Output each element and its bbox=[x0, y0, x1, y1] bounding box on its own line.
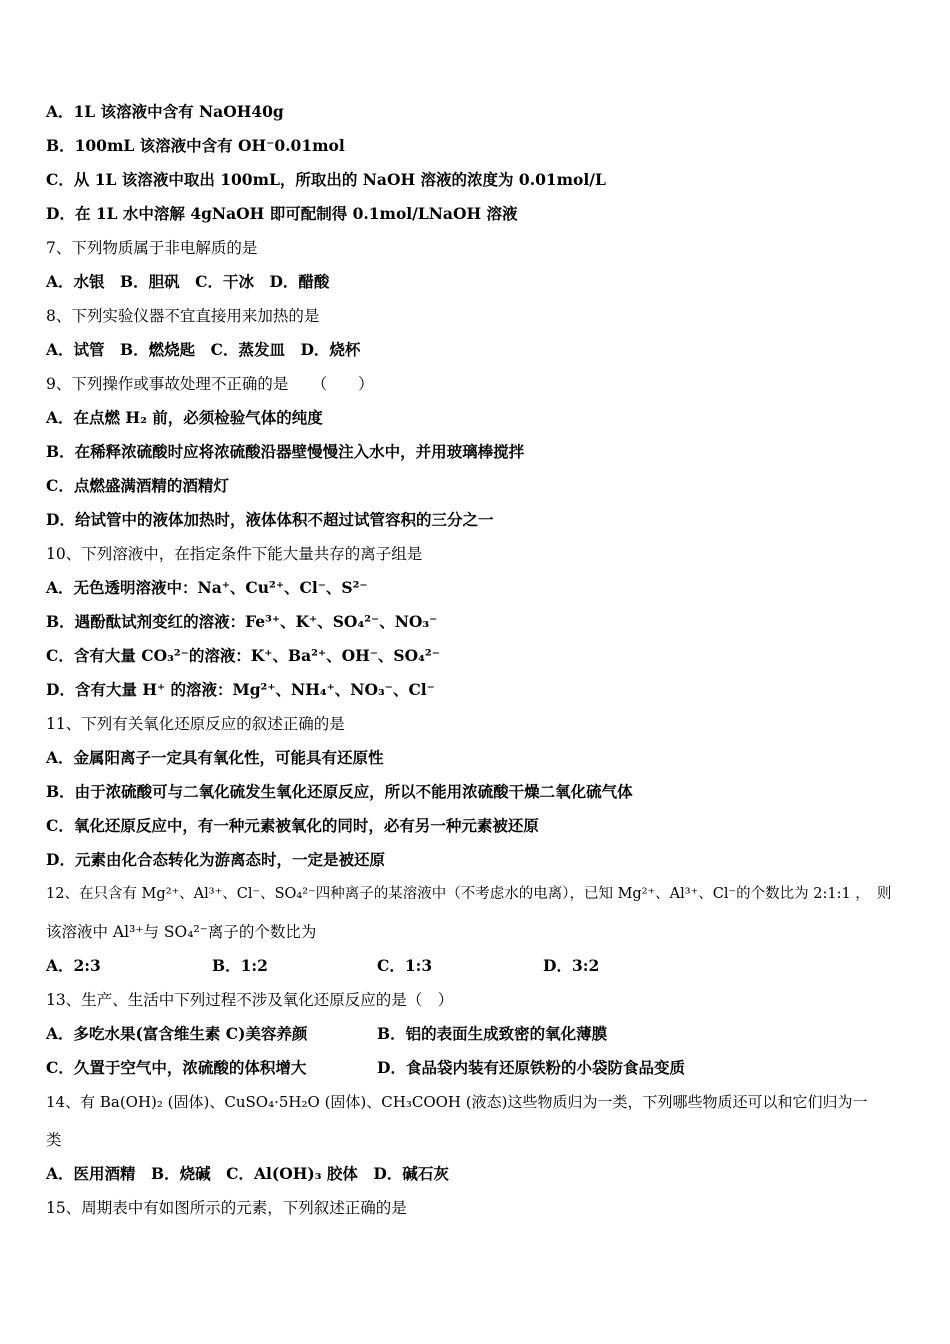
q9-option-b: B．在稀释浓硫酸时应将浓硫酸沿器壁慢慢注入水中，并用玻璃棒搅拌 bbox=[46, 442, 525, 461]
q11-option-b: B．由于浓硫酸可与二氧化硫发生氧化还原反应，所以不能用浓硫酸干燥二氧化硫气体 bbox=[46, 782, 633, 801]
q15-stem: 15、周期表中有如图所示的元素，下列叙述正确的是 bbox=[46, 1199, 407, 1217]
q8-options: A．试管 B．燃烧匙 C．蒸发皿 D．烧杯 bbox=[46, 340, 361, 359]
q13-option-c: C．久置于空气中，浓硫酸的体积增大 bbox=[46, 1058, 307, 1077]
q10-stem: 10、下列溶液中，在指定条件下能大量共存的离子组是 bbox=[46, 545, 423, 563]
q10-option-b: B．遇酚酞试剂变红的溶液：Fe³⁺、K⁺、SO₄²⁻、NO₃⁻ bbox=[46, 612, 438, 631]
q9-option-d: D．给试管中的液体加热时，液体体积不超过试管容积的三分之一 bbox=[46, 510, 494, 529]
q9-stem: 9、下列操作或事故处理不正确的是 （ ） bbox=[46, 375, 374, 393]
q10-option-c: C．含有大量 CO₃²⁻的溶液：K⁺、Ba²⁺、OH⁻、SO₄²⁻ bbox=[46, 646, 440, 665]
q12-option-d: D．3:2 bbox=[543, 956, 600, 975]
q11-option-d: D．元素由化合态转化为游离态时，一定是被还原 bbox=[46, 850, 385, 869]
q12-option-a: A．2:3 bbox=[46, 956, 101, 975]
q12-option-c: C．1:3 bbox=[377, 956, 433, 975]
q14-options: A．医用酒精 B．烧碱 C．Al(OH)₃ 胶体 D．碱石灰 bbox=[46, 1164, 449, 1183]
q6-option-c: C．从 1L 该溶液中取出 100mL，所取出的 NaOH 溶液的浓度为 0.01mol/L bbox=[46, 170, 606, 189]
q13-option-b: B．铝的表面生成致密的氧化薄膜 bbox=[377, 1024, 608, 1043]
q13-stem: 13、生产、生活中下列过程不涉及氧化还原反应的是（ ） bbox=[46, 991, 454, 1009]
q11-option-a: A．金属阳离子一定具有氧化性，可能具有还原性 bbox=[46, 748, 384, 767]
q9-option-c: C．点燃盛满酒精的酒精灯 bbox=[46, 476, 229, 495]
q12-option-b: B．1:2 bbox=[212, 956, 268, 975]
q12-stem-cont: 该溶液中 Al³⁺与 SO₄²⁻离子的个数比为 bbox=[46, 923, 317, 941]
q14-stem: 14、有 Ba(OH)₂ (固体)、CuSO₄·5H₂O (固体)、CH₃COOH (液态)这些物质归为一类，下列哪些物质还可以和它们归为一 bbox=[46, 1093, 868, 1111]
q10-option-a: A．无色透明溶液中：Na⁺、Cu²⁺、Cl⁻、S²⁻ bbox=[46, 578, 368, 597]
q13-option-a: A．多吃水果(富含维生素 C)美容养颜 bbox=[46, 1024, 308, 1043]
q7-options: A．水银 B．胆矾 C．干冰 D．醋酸 bbox=[46, 272, 330, 291]
q11-stem: 11、下列有关氧化还原反应的叙述正确的是 bbox=[46, 715, 345, 733]
q14-stem-cont: 类 bbox=[46, 1131, 62, 1149]
q9-option-a: A．在点燃 H₂ 前，必须检验气体的纯度 bbox=[46, 408, 323, 427]
q12-stem: 12、在只含有 Mg²⁺、Al³⁺、Cl⁻、SO₄²⁻四种离子的某溶液中（不考虑水的电离），已知 Mg²⁺、Al³⁺、Cl⁻的个数比为 2:1:1 ， 则 bbox=[46, 886, 892, 902]
q13-option-d: D．食品袋内装有还原铁粉的小袋防食品变质 bbox=[377, 1058, 685, 1077]
q10-option-d: D．含有大量 H⁺ 的溶液：Mg²⁺、NH₄⁺、NO₃⁻、Cl⁻ bbox=[46, 680, 435, 699]
q6-option-d: D．在 1L 水中溶解 4gNaOH 即可配制得 0.1mol/LNaOH 溶液 bbox=[46, 204, 518, 223]
q6-option-b: B．100mL 该溶液中含有 OH⁻0.01mol bbox=[46, 136, 345, 155]
q8-stem: 8、下列实验仪器不宜直接用来加热的是 bbox=[46, 307, 320, 325]
q6-option-a: A．1L 该溶液中含有 NaOH40g bbox=[46, 102, 284, 121]
q7-stem: 7、下列物质属于非电解质的是 bbox=[46, 239, 258, 257]
q11-option-c: C．氧化还原反应中，有一种元素被氧化的同时，必有另一种元素被还原 bbox=[46, 816, 539, 835]
